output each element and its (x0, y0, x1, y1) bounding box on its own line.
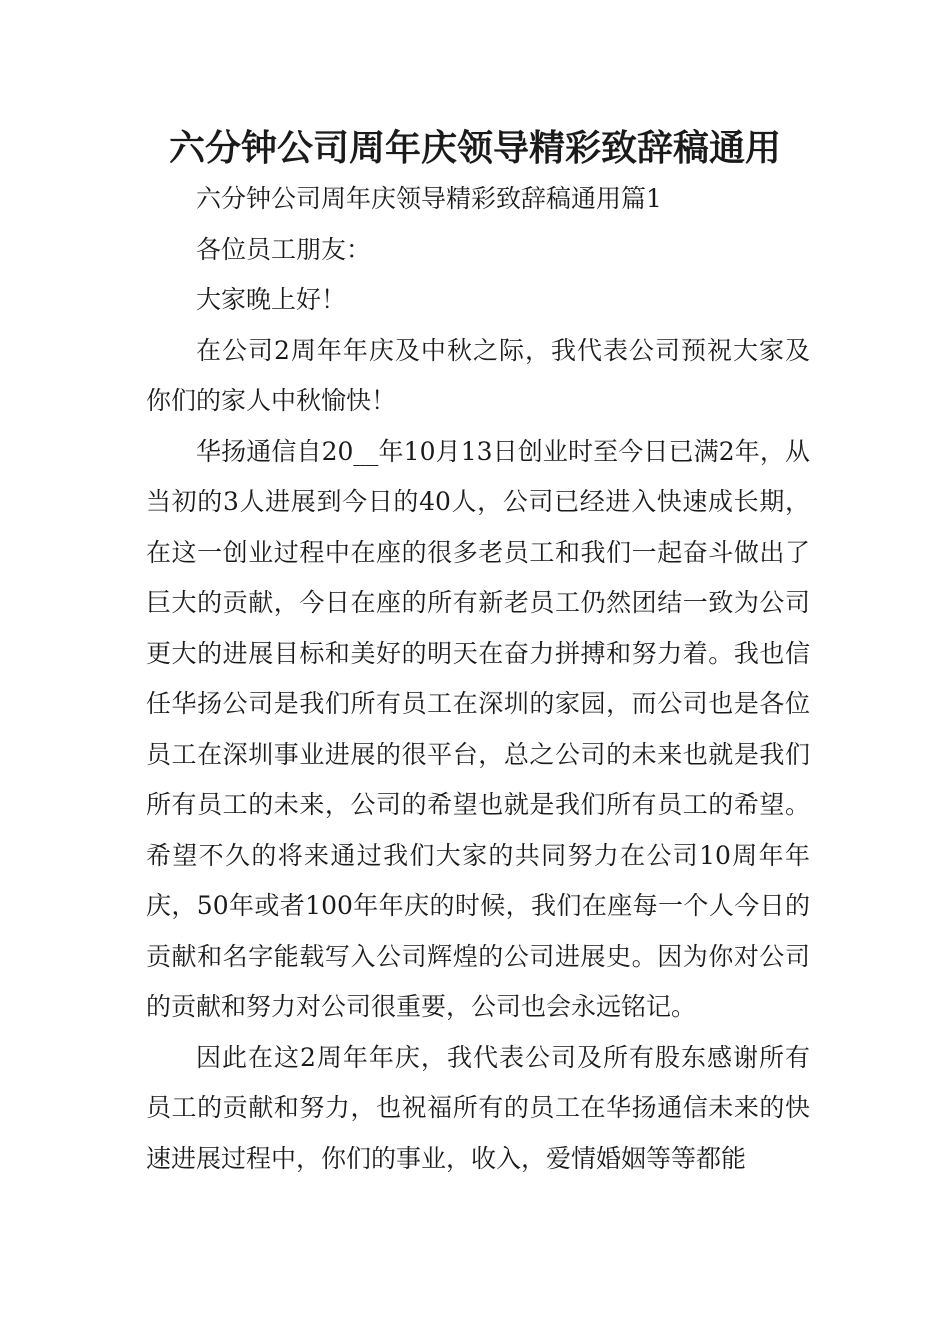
paragraph: 华扬通信自20__年10月13日创业时至今日已满2年，从当初的3人进展到今日的40人，公司已经进入快速成长期，在这一创业过程中在座的很多老员工和我们一起奋斗做出了巨大的贡献，今日在座的所有新老员工仍然团结一致为公司更大的进展目标和美好的明天在奋力拼搏和努力着。我也信任华扬公司是我们所有员工在深圳的家园，而公司也是各位员工在深圳事业进展的很平台，总之公司的未来也就是我们所有员工的未来，公司的希望也就是我们所有员工的希望。希望不久的将来通过我们大家的共同努力在公司10周年年庆，50年或者100年年庆的时候，我们在座每一个人今日的贡献和名字能载写入公司辉煌的公司进展史。因为你对公司的贡献和努力对公司很重要，公司也会永远铭记。 (146, 436, 810, 1021)
section-heading: 六分钟公司周年庆领导精彩致辞稿通用篇1 (196, 184, 662, 213)
paragraph: 在公司2周年年庆及中秋之际，我代表公司预祝大家及你们的家人中秋愉快！ (146, 335, 810, 415)
paragraph: 因此在这2周年年庆，我代表公司及所有股东感谢所有员工的贡献和努力，也祝福所有的员工在华扬通信未来的快速进展过程中，你们的事业，收入，爱情婚姻等等都能 (146, 1042, 810, 1173)
document-title: 六分钟公司周年庆领导精彩致辞稿通用 (168, 128, 781, 169)
document-body (146, 174, 810, 1184)
greeting: 大家晚上好！ (196, 285, 347, 314)
salutation: 各位员工朋友： (196, 234, 372, 264)
